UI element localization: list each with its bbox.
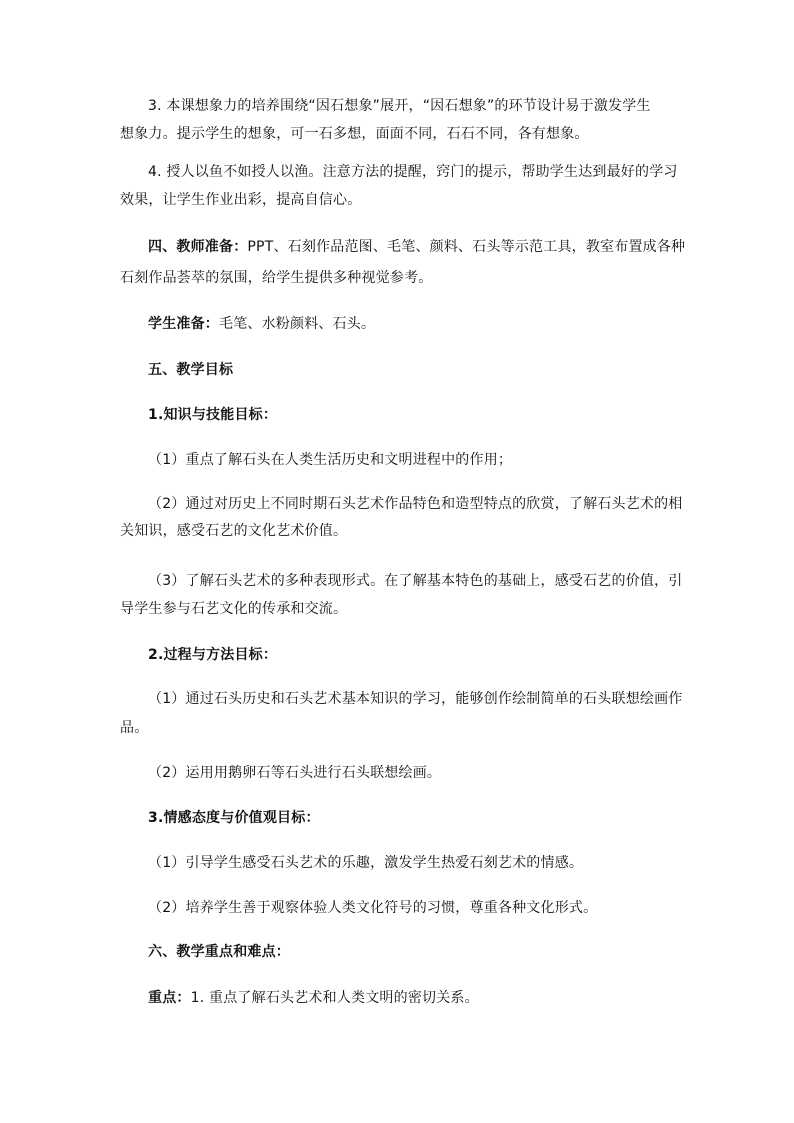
- para-3-line-2: 想象力。提示学生的想象，可一石多想，面面不同，石石不同，各有想象。: [120, 126, 589, 142]
- knowledge-item-3-line-2: 导学生参与石艺文化的传承和交流。: [120, 601, 348, 617]
- process-item-1-line-2: 品。: [120, 720, 149, 736]
- para-4-line-2: 效果，让学生作业出彩，提高自信心。: [120, 192, 362, 208]
- para-3-line-1: 3. 本课想象力的培养围绕“因石想象”展开，“因石想象”的环节设计易于激发学生: [148, 98, 651, 114]
- key-point-text: 1. 重点了解石头艺术和人类文明的密切关系。: [190, 990, 479, 1006]
- student-prep-heading: 学生准备：: [148, 316, 219, 332]
- teacher-prep-heading: 四、教师准备：: [148, 239, 248, 255]
- emotion-item-2: （2）培养学生善于观察体验人类文化符号的习惯，尊重各种文化形式。: [148, 900, 598, 916]
- section-6-heading: 六、教学重点和难点：: [148, 944, 290, 960]
- section-5-heading: 五、教学目标: [148, 362, 234, 378]
- key-point-heading: 重点：: [148, 990, 191, 1006]
- student-prep-line: [148, 314, 708, 334]
- process-item-2: （2）运用用鹅卵石等石头进行石头联想绘画。: [148, 765, 442, 781]
- knowledge-item-1: （1）重点了解石头在人类生活历史和文明进程中的作用；: [148, 452, 513, 468]
- key-point-line: [148, 988, 708, 1008]
- emotion-item-1: （1）引导学生感受石头艺术的乐趣，激发学生热爱石刻艺术的情感。: [148, 855, 584, 871]
- student-prep-text: 毛笔、水粉颜料、石头。: [219, 316, 376, 332]
- emotion-heading: 3.情感态度与价值观目标：: [148, 810, 320, 826]
- teacher-prep-text: PPT、石刻作品范图、毛笔、颜料、石头等示范工具，教室布置成各种: [247, 239, 686, 255]
- teacher-prep-line-1: [148, 237, 708, 257]
- para-4-line-1: 4. 授人以鱼不如授人以渔。注意方法的提醒，窍门的提示，帮助学生达到最好的学习: [148, 164, 678, 180]
- knowledge-item-2-line-2: 关知识，感受石艺的文化艺术价值。: [120, 523, 348, 539]
- process-item-1-line-1: （1）通过石头历史和石头艺术基本知识的学习，能够创作绘制简单的石头联想绘画作: [148, 691, 683, 707]
- knowledge-heading: 1.知识与技能目标：: [148, 407, 278, 423]
- teacher-prep-line-2: 石刻作品荟萃的氛围，给学生提供多种视觉参考。: [120, 270, 433, 286]
- knowledge-item-3-line-1: （3）了解石头艺术的多种表现形式。在了解基本特色的基础上，感受石艺的价值，引: [148, 573, 683, 589]
- knowledge-item-2-line-1: （2）通过对历史上不同时期石头艺术作品特色和造型特点的欣赏，了解石头艺术的相: [148, 496, 683, 512]
- process-heading: 2.过程与方法目标：: [148, 647, 278, 663]
